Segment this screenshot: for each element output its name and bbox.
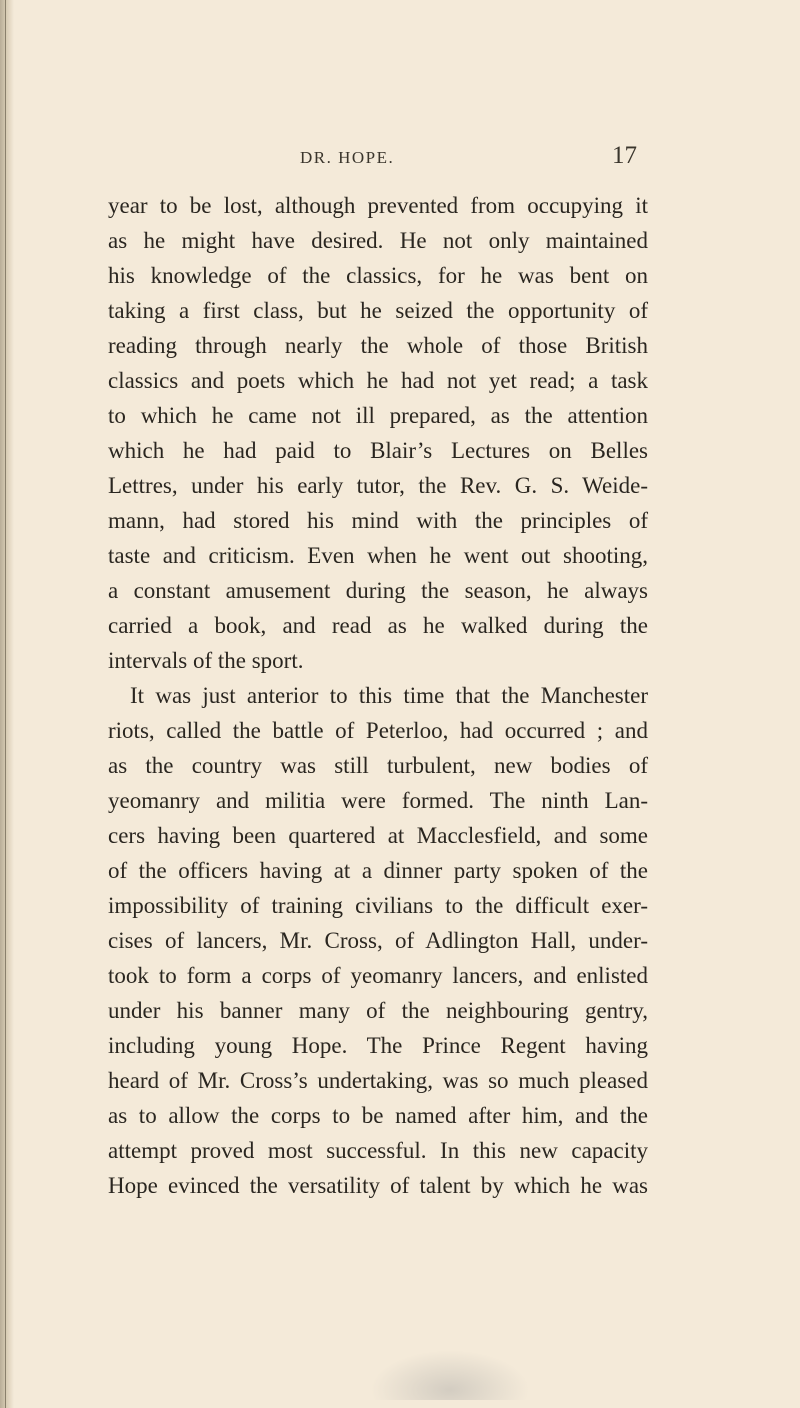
body-text — [108, 188, 648, 1203]
paper-smudge — [370, 1350, 530, 1400]
text-line: as the country was still turbulent, new bodies of — [108, 753, 648, 778]
text-line: a constant amusement during the season, he always — [108, 578, 648, 603]
text-line: reading through nearly the whole of those British — [108, 333, 648, 358]
paragraph-first-line: It was just anterior to this time that the Manchester — [130, 683, 648, 708]
page-header — [0, 142, 800, 172]
page-number: 17 — [612, 142, 637, 169]
text-line: year to be lost, although prevented from occupying it — [108, 193, 648, 218]
text-line: as to allow the corps to be named after him, and the — [108, 1103, 648, 1128]
text-line: Hope evinced the versatility of talent by which he was — [108, 1173, 648, 1198]
text-line: heard of Mr. Cross’s undertaking, was so much pleased — [108, 1068, 648, 1093]
text-line: mann, had stored his mind with the principles of — [108, 508, 648, 533]
text-line: took to form a corps of yeomanry lancers, and enlisted — [108, 963, 648, 988]
book-gutter-shadow — [0, 0, 14, 1408]
text-line: cises of lancers, Mr. Cross, of Adlington Hall, under- — [108, 928, 648, 953]
text-line: of the officers having at a dinner party spoken of the — [108, 858, 648, 883]
text-line: impossibility of training civilians to the difficult exer- — [108, 893, 648, 918]
text-line: to which he came not ill prepared, as the attention — [108, 403, 648, 428]
text-line: which he had paid to Blair’s Lectures on Belles — [108, 438, 648, 463]
paragraph-last-line: intervals of the sport. — [108, 648, 304, 673]
text-line: taking a first class, but he seized the opportunity of — [108, 298, 648, 323]
running-head: DR. HOPE. — [300, 148, 395, 167]
text-line: attempt proved most successful. In this new capacity — [108, 1138, 648, 1163]
text-line: yeomanry and militia were formed. The ninth Lan- — [108, 788, 648, 813]
text-line: including young Hope. The Prince Regent having — [108, 1033, 648, 1058]
text-line: his knowledge of the classics, for he was bent on — [108, 263, 648, 288]
text-line: as he might have desired. He not only maintained — [108, 228, 648, 253]
text-line: cers having been quartered at Macclesfield, and some — [108, 823, 648, 848]
text-line: Lettres, under his early tutor, the Rev. G. S. Weide- — [108, 473, 648, 498]
text-line: riots, called the battle of Peterloo, had occurred ; and — [108, 718, 648, 743]
text-line: carried a book, and read as he walked during the — [108, 613, 648, 638]
text-line: taste and criticism. Even when he went out shooting, — [108, 543, 648, 568]
text-line: classics and poets which he had not yet read; a task — [108, 368, 648, 393]
text-line: under his banner many of the neighbouring gentry, — [108, 998, 648, 1023]
book-gutter-edge — [5, 0, 6, 1408]
